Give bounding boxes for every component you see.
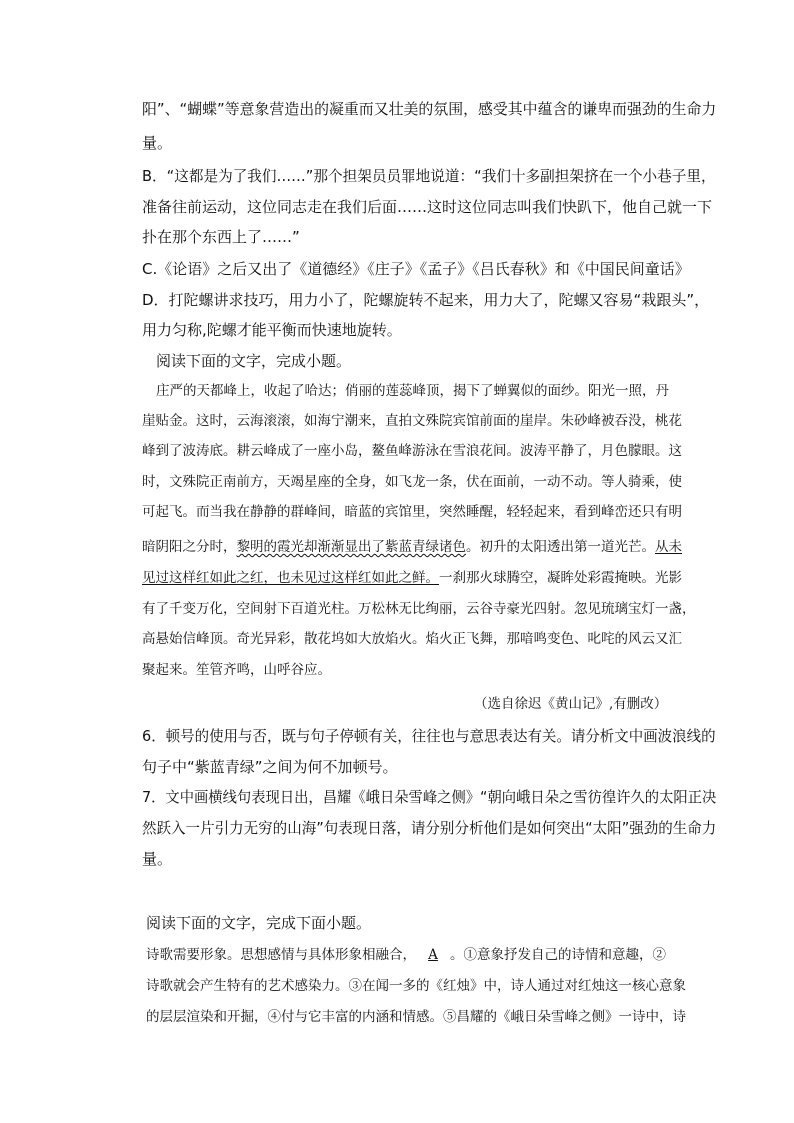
option-d-line-1: D．打陀螺讲求技巧，用力小了，陀螺旋转不起来，用力大了，陀螺又容易“栽跟头”， (142, 291, 710, 309)
question-6-line-2: 句子中“紫蓝青绿”之间为何不加顿号。 (142, 758, 398, 776)
passage-1-line-9: 高悬始信峰顶。奇光异彩，散花坞如大放焰火。焰火正飞舞，那喑鸣变色、叱咤的风云又汇 (142, 631, 682, 647)
passage-1-line-10: 聚起来。笙管齐鸣，山呼谷应。 (142, 662, 331, 678)
question-6-line-1: 6．顿号的使用与否，既与句子停顿有关，往往也与意思表达有关。请分析文中画波浪线的 (142, 727, 716, 745)
question-7-line-1: 7．文中画横线句表现日出，昌耀《峨日朵雪峰之侧》“朝向峨日朵之雪彷徨许久的太阳正决 (142, 788, 717, 806)
reading-instruction-2: 阅读下面的文字，完成下面小题。 (146, 914, 372, 932)
passage-1-line-8: 有了千变万化，空间射下百道光柱。万松林无比绚丽，云谷寺豪光四射。忽见琉璃宝灯一盏， (142, 601, 696, 617)
passage-1-line-6-start: 暗阴阳之分时， (142, 539, 237, 555)
passage-1-line-6-mid: 。初升的太阳透出第一道光芒。 (466, 539, 655, 555)
passage-1-line-4: 时，文殊院正南前方，天竭星座的全身，如飞龙一条，伏在面前，一动不动。等人骑乘，使 (142, 474, 682, 490)
reading-instruction-1: 阅读下面的文字，完成小题。 (156, 352, 352, 370)
passage-1-line-7-rest: 一刹那火球腾空，凝眸处彩霞掩映。光影 (439, 570, 682, 586)
option-a-line-1: 阳”、“蝴蝶”等意象营造出的凝重而又壮美的氛围，感受其中蕴含的谦卑而强劲的生命力 (142, 100, 717, 118)
passage-1-line-5: 可起飞。而当我在静静的群峰间，暗蓝的宾馆里，突然睡醒，轻轻起来，看到峰峦还只有明 (142, 504, 682, 520)
question-7-line-2: 然跃入一片引力无穷的山海”句表现日落，请分别分析他们是如何突出“太阳”强劲的生命力 (142, 819, 717, 837)
option-c-line-1: C.《论语》之后又出了《道德经》《庄子》《孟子》《吕氏春秋》和《中国民间童话》 (142, 260, 690, 278)
passage-1-line-7 (142, 568, 682, 588)
passage-2-line-2: 诗歌就会产生特有的艺术感染力。③在闻一多的《红烛》中，诗人通过对红烛这一核心意象 (146, 978, 686, 994)
passage-2-line-1 (146, 945, 666, 965)
option-b-line-2: 准备往前运动，这位同志走在我们后面……这时这位同志叫我们快趴下，他自己就一下 (142, 198, 713, 216)
passage-1-line-2: 崖贴金。这时，云海滚滚，如海宁潮来，直拍文殊院宾馆前面的崖岸。朱砂峰被吞没，桃花 (142, 413, 682, 429)
option-b-line-3: 扑在那个东西上了……” (142, 228, 300, 246)
blank-a: A (428, 947, 438, 963)
question-7-line-3: 量。 (142, 850, 173, 868)
passage-1-line-6 (142, 537, 682, 557)
option-d-line-2: 用力匀称,陀螺才能平衡而快速地旋转。 (142, 321, 402, 339)
passage-2-line-3: 的层层渲染和开掘，④付与它丰富的内涵和情感。⑤昌耀的《峨日朵雪峰之侧》一诗中，诗 (146, 1009, 686, 1025)
option-a-line-2: 量。 (142, 134, 173, 152)
option-b-line-1: B．“这都是为了我们……”那个担架员员罪地说道：“我们十多副担架挤在一个小巷子里， (142, 167, 716, 185)
wavy-underlined-sentence: 黎明的霞光却渐渐显出了紫蓝青绿诸色 (236, 539, 466, 555)
passage-2-line-1-start: 诗歌需要形象。思想感情与具体形象相融合， (146, 947, 416, 963)
passage-1-source: （选自徐迟《黄山记》,有删改） (474, 696, 668, 712)
passage-1-line-3: 峰到了波涛底。耕云峰成了一座小岛，鳌鱼峰游泳在雪浪花间。波涛平静了，月色朦眼。这 (142, 443, 682, 459)
passage-2-line-1-end: 。①意象抒发自己的诗情和意趣，② (450, 947, 666, 963)
underlined-sentence-start: 从未 (655, 539, 682, 555)
underlined-sentence-end: 见过这样红如此之红，也未见过这样红如此之鲜。 (142, 570, 439, 586)
passage-1-line-1: 庄严的天都峰上，收起了哈达；俏丽的莲蕊峰顶，揭下了蝉翼似的面纱。阳光一照，丹 (156, 383, 669, 399)
